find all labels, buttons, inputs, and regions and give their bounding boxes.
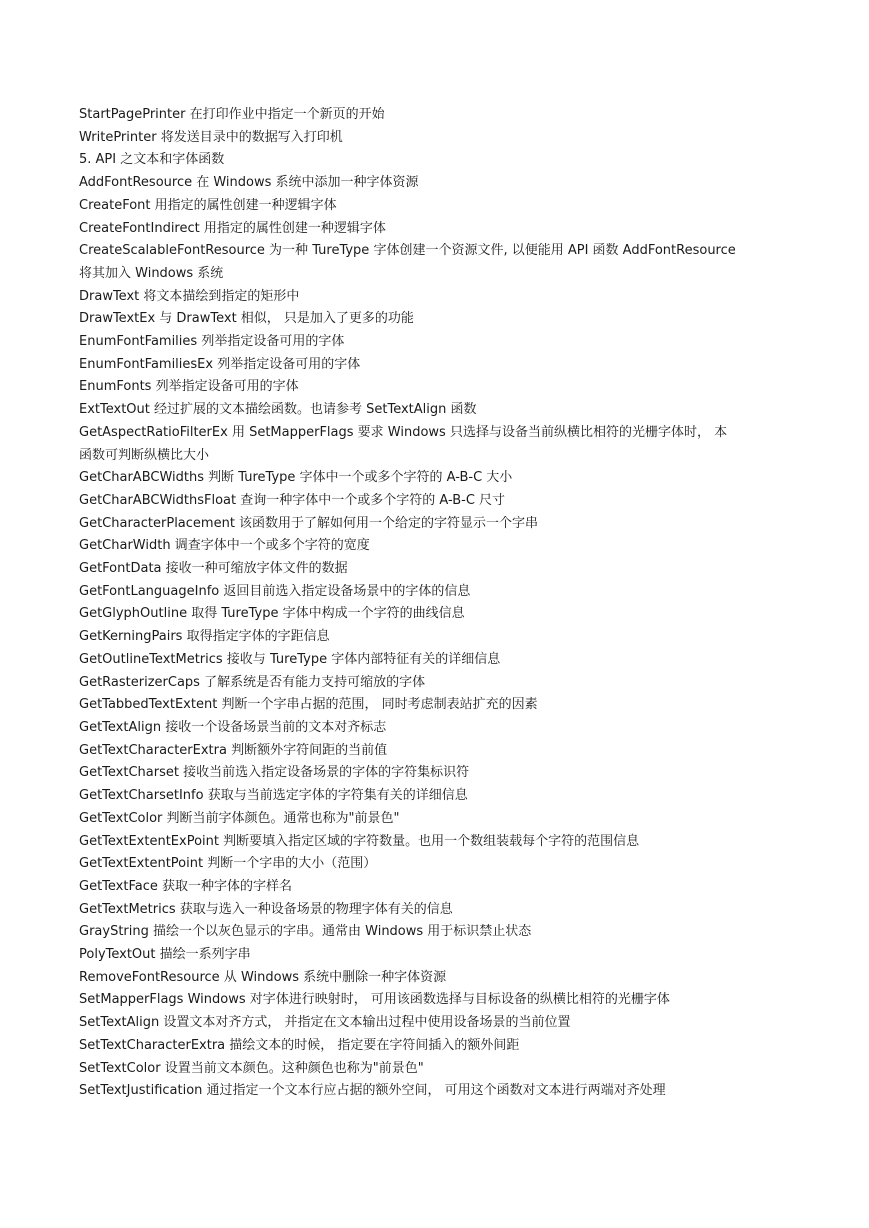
- text-line: GetTextFace 获取一种字体的字样名: [79, 878, 292, 894]
- text-line: GetTextExtentPoint 判断一个字串的大小（范围）: [79, 856, 377, 872]
- text-line: GetKerningPairs 取得指定字体的字距信息: [79, 629, 330, 645]
- text-line: GrayString 描绘一个以灰色显示的字串。通常由 Windows 用于标识禁止状态: [79, 924, 532, 940]
- text-line-continuation: 函数可判断纵横比大小: [79, 447, 210, 463]
- text-line: GetFontData 接收一种可缩放字体文件的数据: [79, 561, 348, 577]
- text-line: GetTextMetrics 获取与选入一种设备场景的物理字体有关的信息: [79, 901, 453, 917]
- text-line: RemoveFontResource 从 Windows 系统中删除一种字体资源: [79, 969, 447, 985]
- text-line: EnumFonts 列举指定设备可用的字体: [79, 379, 299, 395]
- text-line: AddFontResource 在 Windows 系统中添加一种字体资源: [79, 175, 419, 191]
- text-line: SetTextJustification 通过指定一个文本行应占据的额外空间， 可用这个函数对文本进行两端对齐处理: [79, 1083, 666, 1099]
- text-line: GetFontLanguageInfo 返回目前选入指定设备场景中的字体的信息: [79, 583, 471, 599]
- text-line: SetTextCharacterExtra 描绘文本的时候， 指定要在字符间插入的额外间距: [79, 1037, 520, 1053]
- text-line: GetAspectRatioFilterEx 用 SetMapperFlags 要求 Windows 只选择与设备当前纵横比相符的光栅字体时， 本: [79, 424, 728, 440]
- text-line: SetTextColor 设置当前文本颜色。这种颜色也称为"前景色": [79, 1060, 424, 1076]
- section-heading: 5. API 之文本和字体函数: [79, 152, 225, 168]
- text-line: CreateScalableFontResource 为一种 TureType 字体创建一个资源文件, 以便能用 API 函数 AddFontResource: [79, 243, 736, 259]
- text-line: GetOutlineTextMetrics 接收与 TureType 字体内部特征有关的详细信息: [79, 651, 501, 667]
- text-line: GetTextExtentExPoint 判断要填入指定区域的字符数量。也用一个数组装载每个字符的范围信息: [79, 833, 640, 849]
- text-line: GetTextAlign 接收一个设备场景当前的文本对齐标志: [79, 719, 387, 735]
- document-page: [79, 104, 799, 1103]
- text-line: GetTextCharsetInfo 获取与当前选定字体的字符集有关的详细信息: [79, 788, 468, 804]
- text-line: DrawTextEx 与 DrawText 相似， 只是加入了更多的功能: [79, 311, 414, 327]
- text-line: GetCharacterPlacement 该函数用于了解如何用一个给定的字符显示一个字串: [79, 515, 539, 531]
- text-line: GetTextColor 判断当前字体颜色。通常也称为"前景色": [79, 810, 400, 826]
- text-line: GetTabbedTextExtent 判断一个字串占据的范围， 同时考虑制表站扩充的因素: [79, 697, 538, 713]
- text-line: DrawText 将文本描绘到指定的矩形中: [79, 288, 300, 304]
- text-line: GetGlyphOutline 取得 TureType 字体中构成一个字符的曲线信息: [79, 606, 465, 622]
- text-line: GetTextCharset 接收当前选入指定设备场景的字体的字符集标识符: [79, 765, 470, 781]
- text-line: SetTextAlign 设置文本对齐方式， 并指定在文本输出过程中使用设备场景的当前位置: [79, 1015, 571, 1031]
- text-line: GetCharWidth 调查字体中一个或多个字符的宽度: [79, 538, 370, 554]
- text-line: GetRasterizerCaps 了解系统是否有能力支持可缩放的字体: [79, 674, 426, 690]
- text-line: EnumFontFamiliesEx 列举指定设备可用的字体: [79, 356, 361, 372]
- text-line: StartPagePrinter 在打印作业中指定一个新页的开始: [79, 107, 385, 122]
- text-line: GetTextCharacterExtra 判断额外字符间距的当前值: [79, 742, 388, 758]
- text-line: EnumFontFamilies 列举指定设备可用的字体: [79, 334, 345, 350]
- text-line: WritePrinter 将发送目录中的数据写入打印机: [79, 129, 343, 145]
- text-line: GetCharABCWidths 判断 TureType 字体中一个或多个字符的 A-B-C 大小: [79, 470, 513, 486]
- text-line: PolyTextOut 描绘一系列字串: [79, 947, 251, 963]
- text-line: CreateFont 用指定的属性创建一种逻辑字体: [79, 197, 337, 213]
- text-line: GetCharABCWidthsFloat 查询一种字体中一个或多个字符的 A-B-C 尺寸: [79, 492, 506, 508]
- text-line: ExtTextOut 经过扩展的文本描绘函数。也请参考 SetTextAlign 函数: [79, 402, 477, 418]
- text-line: SetMapperFlags Windows 对字体进行映射时， 可用该函数选择与目标设备的纵横比相符的光栅字体: [79, 992, 670, 1008]
- text-line: CreateFontIndirect 用指定的属性创建一种逻辑字体: [79, 220, 386, 236]
- text-line-continuation: 将其加入 Windows 系统: [79, 265, 224, 281]
